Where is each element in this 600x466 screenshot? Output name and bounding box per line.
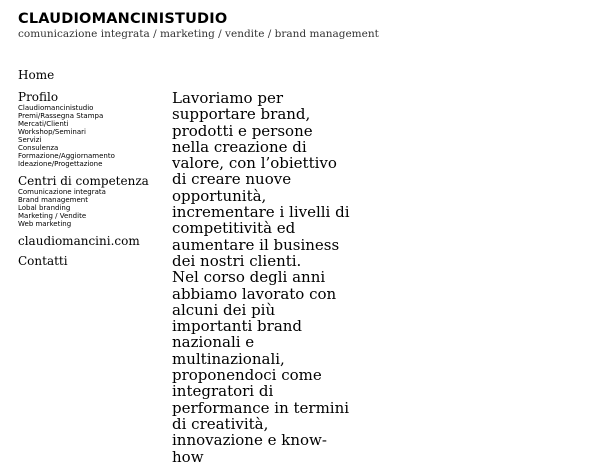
sub-item-consulenza[interactable]: Consulenza (18, 144, 59, 152)
sub-item-workshop-seminari[interactable]: Workshop/Seminari (18, 128, 86, 136)
nav-home[interactable]: Home (18, 68, 55, 82)
main-content (172, 90, 352, 465)
nav-group-centri (18, 174, 168, 228)
sub-item-mercati-clienti[interactable]: Mercati/Clienti (18, 120, 69, 128)
intro-paragraph: Lavoriamo per supportare brand, prodotti e persone nella creazione di valore, con l’obiettivo di creare nuove opportunità, incrementare i livelli di competitività ed aumentare il business dei nostri clienti. (172, 89, 350, 270)
centri-submenu (18, 188, 168, 228)
sub-item-marketing-vendite[interactable]: Marketing / Vendite (18, 212, 87, 220)
sub-item-lobal-branding[interactable]: Lobal branding (18, 204, 71, 212)
sub-item-premi-rassegna[interactable]: Premi/Rassegna Stampa (18, 112, 104, 120)
site-title[interactable]: CLAUDIOMANCINISTUDIO (18, 11, 228, 27)
sub-item-brand-management[interactable]: Brand management (18, 196, 88, 204)
sidebar-nav (18, 68, 168, 268)
sub-item-servizi[interactable]: Servizi (18, 136, 42, 144)
nav-contatti[interactable]: Contatti (18, 254, 68, 268)
profilo-submenu (18, 104, 168, 168)
sub-item-web-marketing[interactable]: Web marketing (18, 220, 72, 228)
nav-site-link[interactable]: claudiomancini.com (18, 234, 140, 248)
sub-item-claudiomancinistudio[interactable]: Claudiomancinistudio (18, 104, 94, 112)
sub-item-comunicazione[interactable]: Comunicazione integrata (18, 188, 106, 196)
nav-centri-competenza[interactable]: Centri di competenza (18, 174, 149, 188)
nav-profilo[interactable]: Profilo (18, 90, 59, 104)
sub-item-ideazione[interactable]: Ideazione/Progettazione (18, 160, 103, 168)
experience-paragraph: Nel corso degli anni abbiamo lavorato con alcuni dei più importanti brand nazionali e multinazionali, proponendoci come integratori di performance in termini di creatività, innovazione e know-how (172, 268, 350, 466)
site-tagline: comunicazione integrata / marketing / vendite / brand management (18, 28, 379, 40)
nav-group-profilo (18, 90, 168, 168)
sub-item-formazione[interactable]: Formazione/Aggiornamento (18, 152, 115, 160)
